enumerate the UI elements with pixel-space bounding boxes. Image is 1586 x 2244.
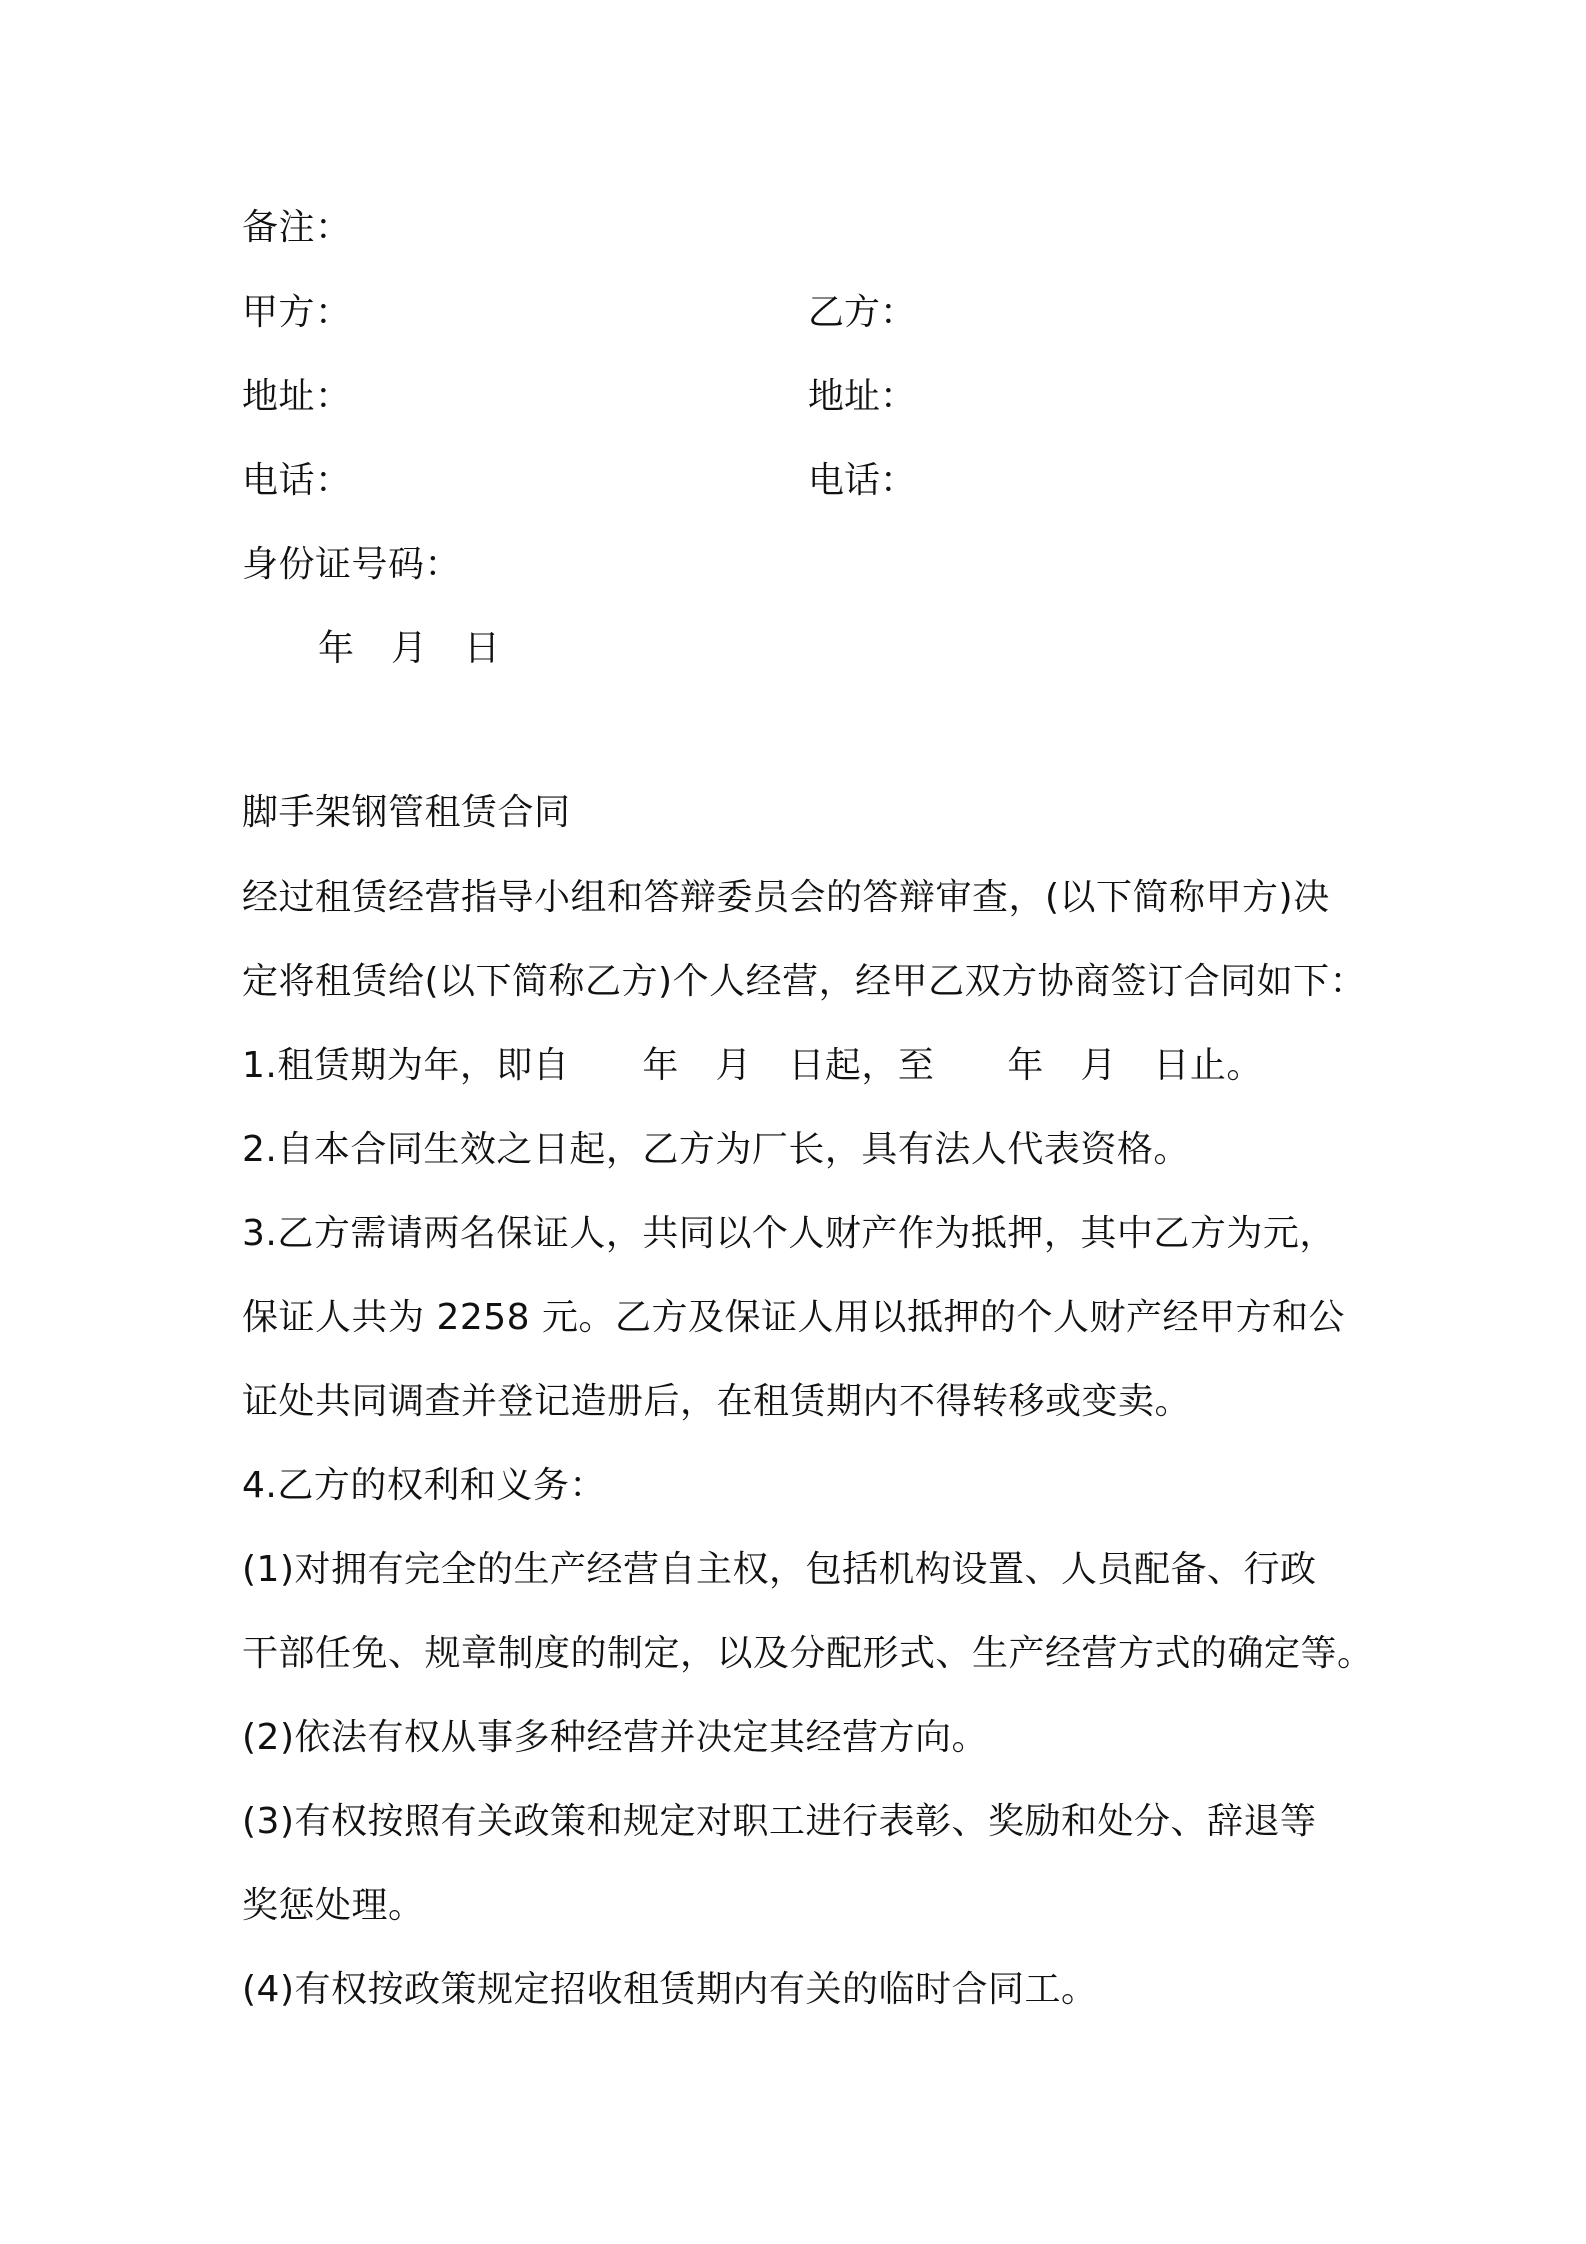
contract-line: 1.租赁期为年，即自 年 月 日起，至 年 月 日止。 xyxy=(242,1045,1263,1086)
address-b-label: 地址： xyxy=(808,376,917,417)
contract-title: 脚手架钢管租赁合同 xyxy=(242,792,571,833)
contract-line: (3)有权按照有关政策和规定对职工进行表彰、奖励和处分、辞退等 xyxy=(242,1801,1317,1842)
contract-line: 干部任免、规章制度的制定，以及分配形式、生产经营方式的确定等。 xyxy=(242,1633,1374,1674)
contract-line: 4.乙方的权利和义务： xyxy=(242,1465,606,1506)
contract-line: (4)有权按政策规定招收租赁期内有关的临时合同工。 xyxy=(242,1969,1098,2010)
phone-b-label: 电话： xyxy=(808,460,917,501)
contract-line: (1)对拥有完全的生产经营自主权，包括机构设置、人员配备、行政 xyxy=(242,1549,1317,1590)
contract-line: (2)依法有权从事多种经营并决定其经营方向。 xyxy=(242,1717,988,1758)
id-number-label: 身份证号码： xyxy=(242,544,462,585)
contract-line: 3.乙方需请两名保证人，共同以个人财产作为抵押，其中乙方为元， xyxy=(242,1213,1336,1254)
contract-line: 证处共同调查并登记造册后，在租赁期内不得转移或变卖。 xyxy=(242,1381,1192,1422)
contract-line: 定将租赁给(以下简称乙方)个人经营，经甲乙双方协商签订合同如下： xyxy=(242,961,1367,1002)
date-line: 年 月 日 xyxy=(318,628,501,669)
phone-a-label: 电话： xyxy=(242,460,352,501)
contract-line: 保证人共为 2258 元。乙方及保证人用以抵押的个人财产经甲方和公 xyxy=(242,1297,1346,1338)
party-b-label: 乙方： xyxy=(808,292,917,333)
party-a-label: 甲方： xyxy=(242,292,352,333)
contract-line: 经过租赁经营指导小组和答辩委员会的答辩审查，(以下简称甲方)决 xyxy=(242,877,1330,918)
contract-line: 奖惩处理。 xyxy=(242,1885,425,1926)
remarks-label: 备注： xyxy=(242,207,352,248)
address-a-label: 地址： xyxy=(242,376,352,417)
contract-line: 2.自本合同生效之日起，乙方为厂长，具有法人代表资格。 xyxy=(242,1129,1190,1170)
